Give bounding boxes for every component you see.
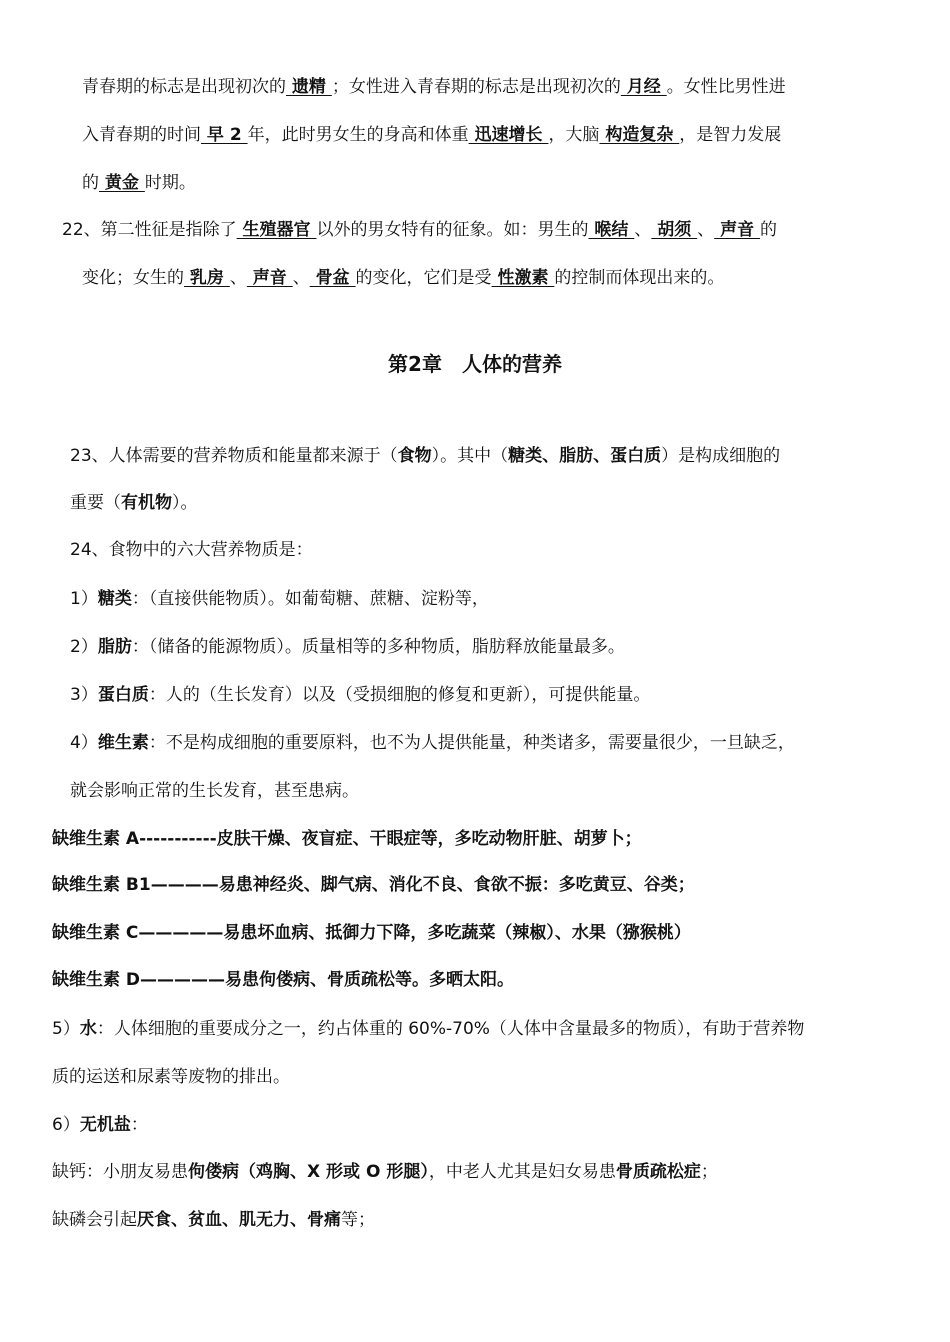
puberty-line-1 bbox=[82, 75, 786, 99]
answer-blank: 乳房 bbox=[184, 268, 230, 288]
text: 。女性比男性进 bbox=[666, 77, 786, 97]
bold-term: 糖类、脂肪、蛋白质 bbox=[508, 446, 662, 466]
answer-blank: 迅速增长 bbox=[468, 125, 549, 145]
answer-blank: 黄金 bbox=[99, 173, 145, 193]
text: ：人的（生长发育）以及（受损细胞的修复和更新），可提供能量。 bbox=[148, 685, 651, 705]
bold-term: 食物 bbox=[397, 446, 432, 466]
item-number: 4） bbox=[70, 733, 98, 753]
q23-line-1 bbox=[70, 444, 780, 468]
nutrient-item-5 bbox=[52, 1017, 804, 1041]
answer-blank: 胡须 bbox=[651, 220, 698, 240]
vitamin-b1-line: 缺维生素 B1————易患神经炎、脚气病、消化不良、食欲不振：多吃黄豆、谷类； bbox=[52, 875, 695, 895]
nutrient-item-6 bbox=[52, 1113, 148, 1137]
text: 等； bbox=[341, 1210, 375, 1230]
answer-blank: 月经 bbox=[620, 77, 667, 97]
text: ：人体细胞的重要成分之一，约占体重的 60%-70%（人体中含量最多的物质），有助于营养物 bbox=[96, 1019, 805, 1039]
text: 的变化，它们是受 bbox=[355, 268, 492, 288]
text: ）。其中（ bbox=[431, 446, 509, 466]
vitamin-d-line: 缺维生素 D—————易患佝偻病、骨质疏松等。多晒太阳。 bbox=[52, 970, 515, 990]
answer-blank: 遗精 bbox=[286, 77, 332, 97]
answer-blank: 性激素 bbox=[491, 268, 555, 288]
text: 入青春期的时间 bbox=[82, 125, 201, 145]
calcium-line bbox=[52, 1160, 718, 1184]
bold-term: 水 bbox=[79, 1019, 97, 1039]
nutrient-item-4 bbox=[70, 731, 795, 755]
text: 的控制而体现出来的。 bbox=[554, 268, 725, 288]
vitamin-a-line: 缺维生素 A-----------皮肤干燥、夜盲症、干眼症等，多吃动物肝脏、胡萝卜； bbox=[52, 829, 642, 849]
q22-line-1 bbox=[62, 218, 777, 242]
nutrient-item-4-cont: 就会影响正常的生长发育，甚至患病。 bbox=[70, 781, 359, 801]
answer-blank: 喉结 bbox=[588, 220, 635, 240]
bold-term: 佝偻病（鸡胸、X 形或 O 形腿） bbox=[188, 1162, 429, 1182]
text: ：（直接供能物质）。如葡萄糖、蔗糖、淀粉等， bbox=[131, 589, 489, 609]
text: 的 bbox=[760, 220, 778, 240]
q22-line-2 bbox=[82, 266, 724, 290]
text: ，大脑 bbox=[548, 125, 600, 145]
text: 的 bbox=[82, 173, 99, 193]
nutrient-item-5-cont: 质的运送和尿素等废物的排出。 bbox=[52, 1067, 290, 1087]
text: 缺磷会引起 bbox=[52, 1210, 137, 1230]
nutrient-item-1 bbox=[70, 587, 489, 611]
text: ；女性进入青春期的标志是出现初次的 bbox=[331, 77, 621, 97]
text: 、 bbox=[634, 220, 652, 240]
text: ，是智力发展 bbox=[679, 125, 782, 145]
item-number: 2） bbox=[70, 637, 98, 657]
nutrient-item-2 bbox=[70, 635, 625, 659]
text: ： bbox=[130, 1115, 148, 1135]
vitamin-c-line: 缺维生素 C—————易患坏血病、抵御力下降，多吃蔬菜（辣椒）、水果（猕猴桃） bbox=[52, 923, 691, 943]
text: 重要（ bbox=[70, 493, 121, 513]
item-number: 5） bbox=[52, 1019, 80, 1039]
text: 变化；女生的 bbox=[82, 268, 184, 288]
bold-term: 维生素 bbox=[97, 733, 149, 753]
bold-term: 厌食、贫血、肌无力、骨痛 bbox=[137, 1210, 341, 1230]
bold-term: 脂肪 bbox=[97, 637, 132, 657]
answer-blank: 骨盆 bbox=[309, 268, 356, 288]
q24-intro: 24、食物中的六大营养物质是： bbox=[70, 540, 313, 560]
answer-blank: 构造复杂 bbox=[599, 125, 680, 145]
bold-term: 骨质疏松症 bbox=[615, 1162, 701, 1182]
nutrient-item-3 bbox=[70, 683, 650, 707]
answer-blank: 生殖器官 bbox=[236, 220, 317, 240]
text: ，中老人尤其是妇女易患 bbox=[428, 1162, 616, 1182]
text: 以外的男女特有的征象。如：男生的 bbox=[316, 220, 589, 240]
answer-blank: 声音 bbox=[714, 220, 761, 240]
text: 23、人体需要的营养物质和能量都来源于（ bbox=[70, 446, 398, 466]
text: 青春期的标志是出现初次的 bbox=[82, 77, 286, 97]
puberty-line-2 bbox=[82, 123, 781, 147]
text: ； bbox=[700, 1162, 718, 1182]
item-number: 6） bbox=[52, 1115, 80, 1135]
puberty-line-3 bbox=[82, 171, 196, 195]
text: 22、第二性征是指除了 bbox=[62, 220, 237, 240]
q23-line-2 bbox=[70, 491, 198, 515]
item-number: 3） bbox=[70, 685, 98, 705]
bold-term: 无机盐 bbox=[79, 1115, 131, 1135]
bold-term: 蛋白质 bbox=[97, 685, 149, 705]
bold-term: 糖类 bbox=[97, 589, 132, 609]
text: ：不是构成细胞的重要原料，也不为人提供能量，种类诸多，需要量很少，一旦缺乏， bbox=[148, 733, 795, 753]
text: 缺钙：小朋友易患 bbox=[52, 1162, 188, 1182]
chapter-title: 第2章 人体的营养 bbox=[388, 352, 562, 376]
answer-blank: 声音 bbox=[246, 268, 293, 288]
text: 、 bbox=[697, 220, 715, 240]
text: 、 bbox=[229, 268, 247, 288]
text: 年，此时男女生的身高和体重 bbox=[247, 125, 469, 145]
item-number: 1） bbox=[70, 589, 98, 609]
phosphorus-line bbox=[52, 1208, 375, 1232]
text: 、 bbox=[292, 268, 310, 288]
text: 时期。 bbox=[144, 173, 196, 193]
answer-blank: 早 2 bbox=[201, 125, 248, 145]
text: ：（储备的能源物质）。质量相等的多种物质，脂肪释放能量最多。 bbox=[131, 637, 625, 657]
bold-term: 有机物 bbox=[121, 493, 172, 513]
text: ）是构成细胞的 bbox=[661, 446, 781, 466]
text: ）。 bbox=[172, 493, 198, 513]
